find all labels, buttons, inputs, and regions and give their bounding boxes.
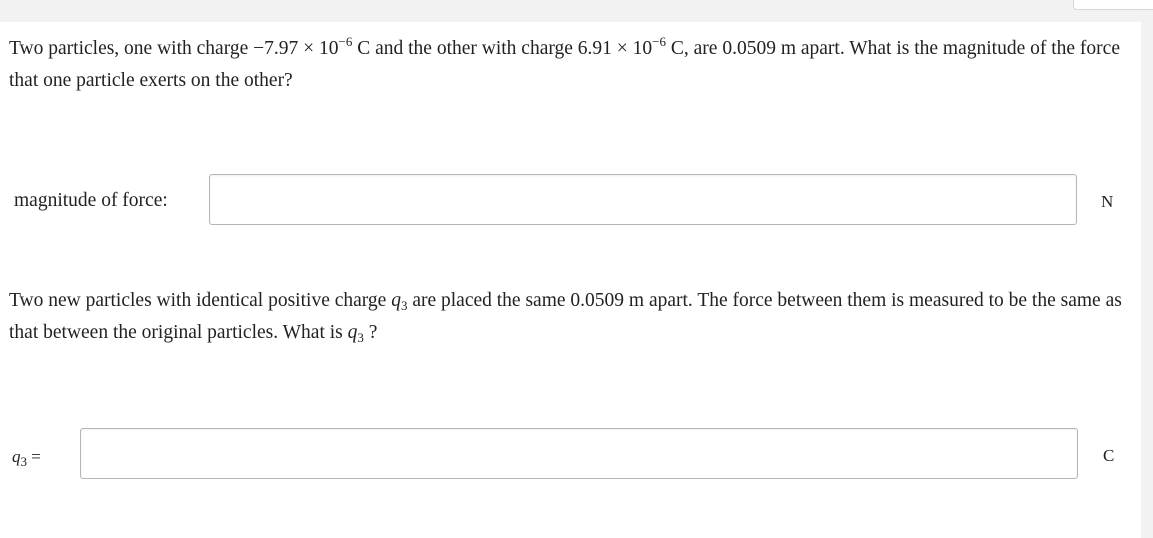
charge-unit: C: [1103, 446, 1115, 465]
force-label: magnitude of force:: [14, 190, 168, 211]
force-answer-input[interactable]: [209, 174, 1077, 225]
question-1-text: Two particles, one with charge $-7.97 \times 10^{-6}$ C and the other with charge $6.91 \times 10^{-6}$ C, are 0.0509 m apart. What is the magnitude of the force that one particle exerts on the other?: [9, 34, 1120, 91]
q3-answer-input[interactable]: [80, 428, 1078, 479]
q3-label: $q_3$ =: [12, 447, 41, 469]
force-unit: N: [1101, 192, 1114, 211]
question-2-text: Two new particles with identical positive charge $q_3$ are placed the same 0.0509 m apart. The force between them is measured to be the same as that between the original particles. What is $q_3$ ?: [9, 290, 1122, 345]
top-tab: [1073, 0, 1153, 10]
question-panel: [0, 22, 1141, 538]
